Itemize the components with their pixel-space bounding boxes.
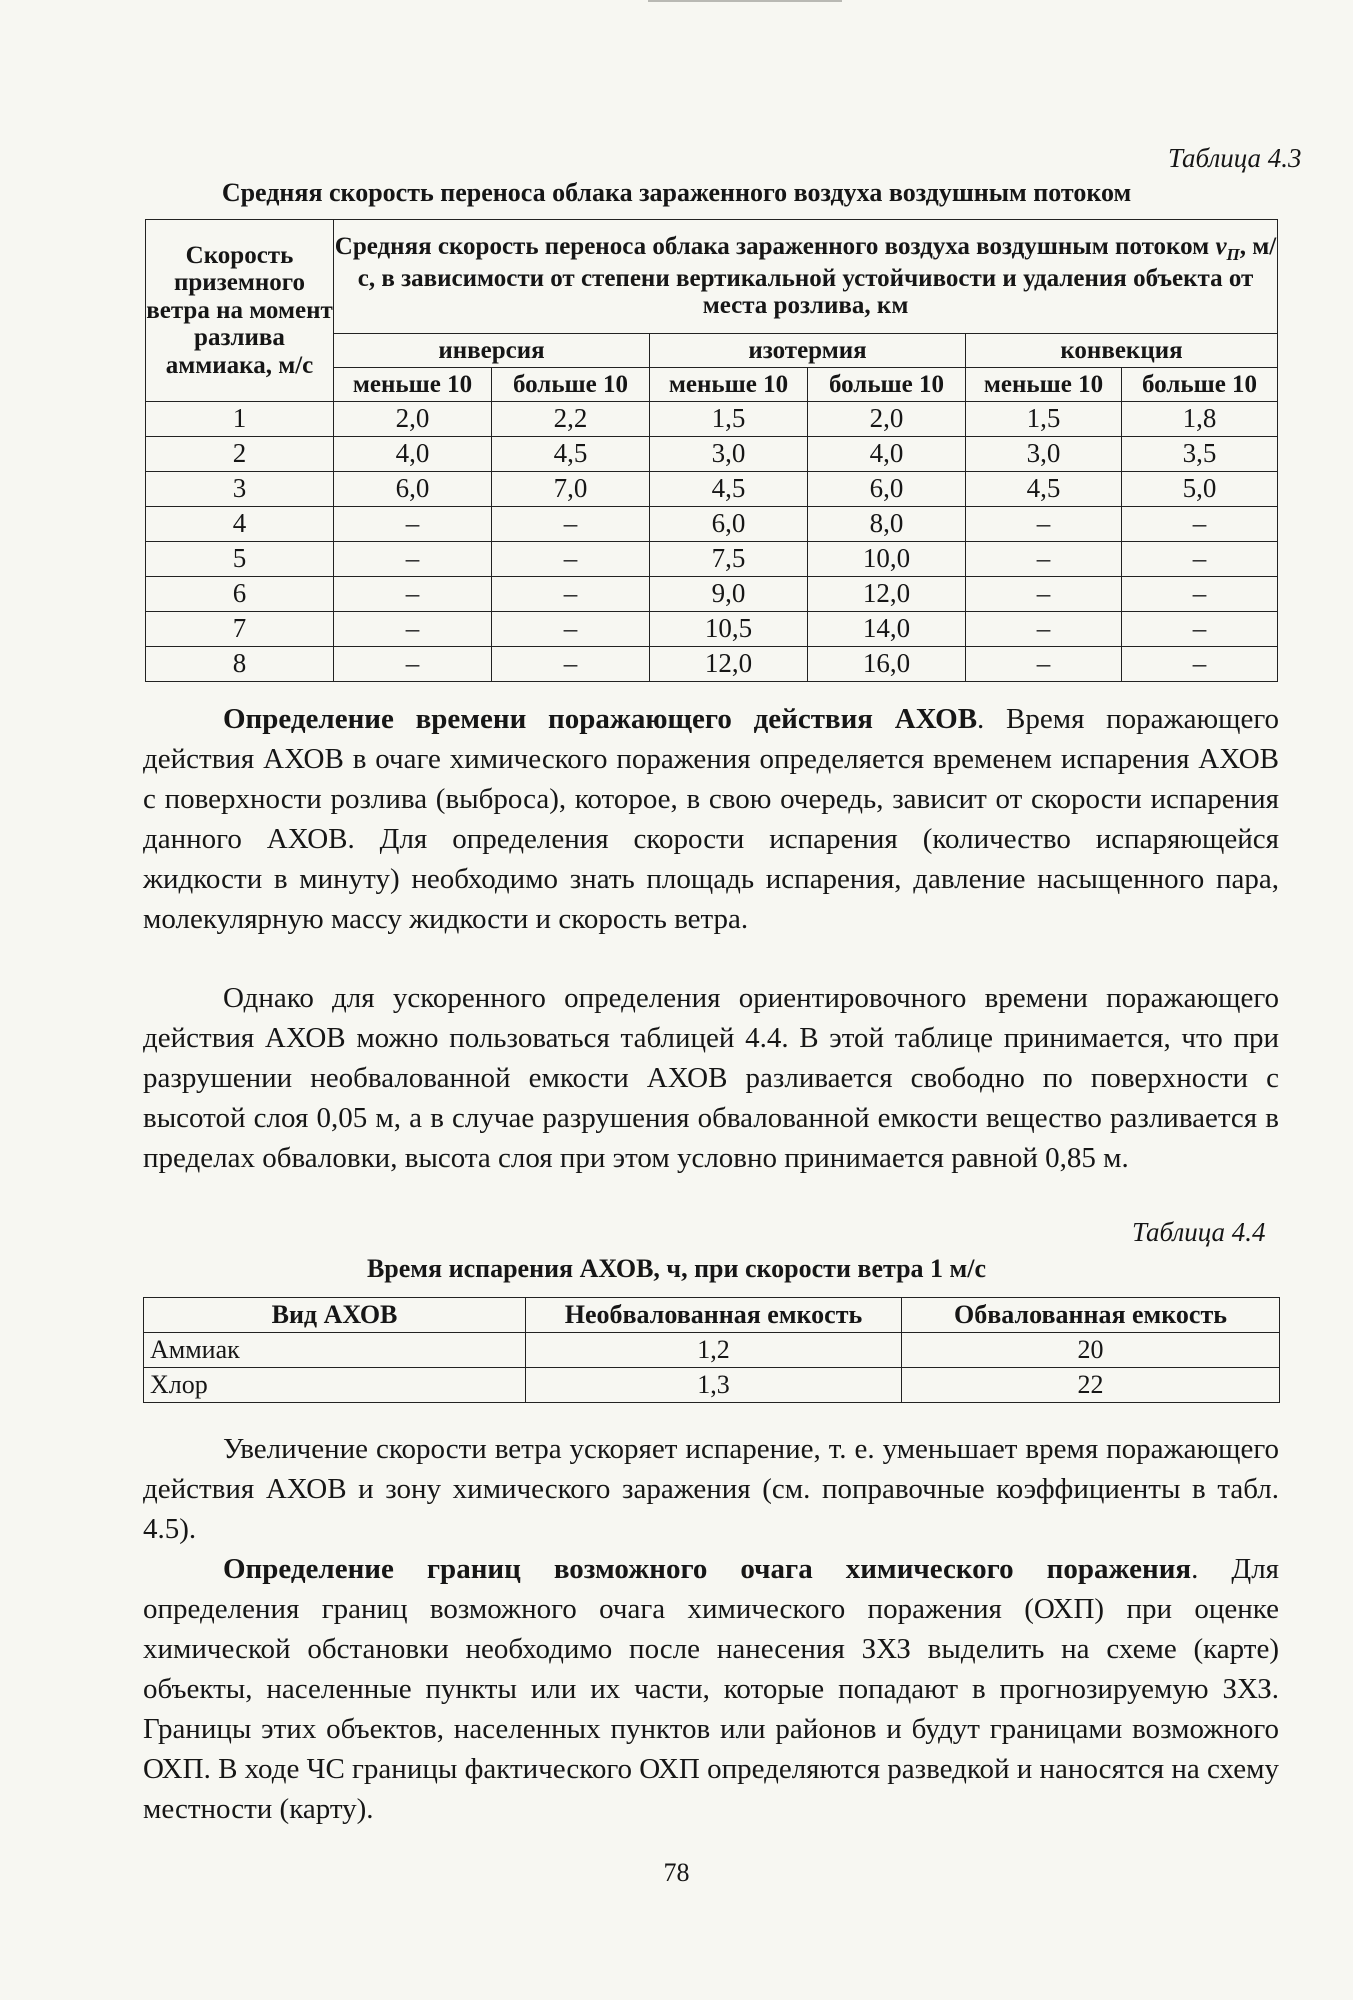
paragraph-table-4-4-intro: Однако для ускоренного определения ориентировочного времени поражающего действия АХОВ можно пользоваться таблицей 4.4. В этой таблице принимается, что при разрушении необвалованной емкости АХОВ разливается свободно по поверхности с высотой слоя 0,05 м, а в случае разрушения обвалованной емкости вещество разливается в пределах обваловки, высота слоя при этом условно принимается равной 0,85 м.	[143, 982, 1279, 1174]
table-cell: 1,8	[1122, 402, 1278, 437]
table-cell: –	[492, 612, 650, 647]
table-cell: 4,0	[808, 437, 966, 472]
table-cell: 10,5	[650, 612, 808, 647]
table-row	[146, 612, 1278, 647]
sub-header: меньше 10	[966, 368, 1122, 402]
table-cell: –	[1122, 507, 1278, 542]
table-cell: –	[334, 612, 492, 647]
table-cell: 4,0	[334, 437, 492, 472]
table-cell: –	[966, 577, 1122, 612]
table-cell: –	[492, 577, 650, 612]
table-cell: Хлор	[144, 1368, 526, 1403]
table-cell: 20	[902, 1333, 1280, 1368]
table-cell: 1,2	[526, 1333, 902, 1368]
table-cell: 3,0	[650, 437, 808, 472]
page-number: 78	[663, 1858, 690, 1887]
table-row	[146, 647, 1278, 682]
table-cell: 1	[146, 402, 334, 437]
table-cell: 12,0	[650, 647, 808, 682]
table-cell: 14,0	[808, 612, 966, 647]
table-cell: –	[1122, 542, 1278, 577]
table-4-3	[145, 219, 1278, 682]
paragraph-heading: Определение времени поражающего действия АХОВ	[223, 703, 978, 735]
table-cell: 3,0	[966, 437, 1122, 472]
table-row	[144, 1368, 1280, 1403]
table-cell: 2,0	[334, 402, 492, 437]
table-row	[146, 507, 1278, 542]
table-cell: –	[492, 507, 650, 542]
table-cell: 7,5	[650, 542, 808, 577]
table-4-4-title: Время испарения АХОВ, ч, при скорости ветра 1 м/с	[366, 1254, 987, 1283]
table-cell: 7,0	[492, 472, 650, 507]
column-header: Вид АХОВ	[144, 1298, 526, 1333]
column-header: Обвалованная емкость	[902, 1298, 1280, 1333]
table-cell: 1,5	[650, 402, 808, 437]
table-row	[146, 437, 1278, 472]
table-cell: 4,5	[966, 472, 1122, 507]
table-cell: 6	[146, 577, 334, 612]
paragraph-heading: Определение границ возможного очага химического поражения	[223, 1553, 1192, 1585]
sub-header: меньше 10	[650, 368, 808, 402]
table-cell: 7	[146, 612, 334, 647]
table-4-3-title: Средняя скорость переноса облака зараженного воздуха воздушным потоком	[221, 178, 1132, 207]
table-4-3-caption: Таблица 4.3	[1168, 143, 1302, 173]
table-cell: 4	[146, 507, 334, 542]
sub-header: меньше 10	[334, 368, 492, 402]
group-header: инверсия	[334, 334, 650, 368]
paragraph-wind-speed: Увеличение скорости ветра ускоряет испарение, т. е. уменьшает время поражающего действия АХОВ и зону химического заражения (см. поправочные коэффициенты в табл. 4.5).	[143, 1433, 1279, 1545]
table-cell: –	[1122, 577, 1278, 612]
table-cell: 22	[902, 1368, 1280, 1403]
table-cell: –	[1122, 612, 1278, 647]
table-row	[144, 1333, 1280, 1368]
table-cell: –	[334, 507, 492, 542]
table-cell: 8	[146, 647, 334, 682]
table-cell: 16,0	[808, 647, 966, 682]
main-header: Средняя скорость переноса облака зараженного воздуха воздушным потоком $v_П$, м/с, в зависимости от степени вертикальной устойчивости и удаления объекта от места розлива, км	[334, 220, 1278, 334]
table-cell: –	[492, 647, 650, 682]
table-cell: 6,0	[808, 472, 966, 507]
table-4-4	[143, 1297, 1280, 1403]
table-cell: 9,0	[650, 577, 808, 612]
table-cell: –	[966, 612, 1122, 647]
paragraph-evaporation-time: Определение времени поражающего действия АХОВ. Время поражающего действия АХОВ в очаге химического поражения определяется временем испарения АХОВ с поверхности розлива (выброса), которое, в свою очередь, зависит от скорости испарения данного АХОВ. Для определения скорости испарения (количество испаряющейся жидкости в минуту) необходимо знать площадь испарения, давление насыщенного пара, молекулярную массу жидкости и скорость ветра.	[143, 703, 1279, 935]
table-cell: –	[492, 542, 650, 577]
table-cell: 2	[146, 437, 334, 472]
table-cell: 4,5	[650, 472, 808, 507]
sub-header: больше 10	[492, 368, 650, 402]
table-cell: –	[334, 542, 492, 577]
table-cell: –	[966, 507, 1122, 542]
table-cell: 4,5	[492, 437, 650, 472]
table-cell: –	[966, 542, 1122, 577]
group-header: изотермия	[650, 334, 966, 368]
first-column-header: Скорость приземного ветра на момент разлива аммиака, м/с	[146, 220, 334, 402]
paragraph-boundaries: Определение границ возможного очага химического поражения. Для определения границ возможного очага химического поражения (ОХП) при оценке химической обстановки необходимо после нанесения ЗХЗ выделить на схеме (карте) объекты, населенные пункты или их части, которые попадают в прогнозируемую ЗХЗ. Границы этих объектов, населенных пунктов или районов и будут границами возможного ОХП. В ходе ЧС границы фактического ОХП определяются разведкой и наносятся на схему местности (карту).	[143, 1553, 1280, 1825]
group-header: конвекция	[966, 334, 1278, 368]
table-row	[146, 542, 1278, 577]
table-cell: 8,0	[808, 507, 966, 542]
table-cell: 1,5	[966, 402, 1122, 437]
table-cell: Аммиак	[144, 1333, 526, 1368]
table-cell: –	[1122, 647, 1278, 682]
table-cell: 3,5	[1122, 437, 1278, 472]
table-cell: 10,0	[808, 542, 966, 577]
column-header: Необвалованная емкость	[526, 1298, 902, 1333]
table-row	[146, 402, 1278, 437]
table-cell: –	[334, 577, 492, 612]
table-cell: 6,0	[334, 472, 492, 507]
sub-header: больше 10	[1122, 368, 1278, 402]
table-cell: 1,3	[526, 1368, 902, 1403]
table-cell: 5,0	[1122, 472, 1278, 507]
scan-edge-line	[648, 0, 842, 2]
table-cell: 3	[146, 472, 334, 507]
sub-header: больше 10	[808, 368, 966, 402]
table-cell: 2,2	[492, 402, 650, 437]
table-row	[146, 577, 1278, 612]
table-cell: 5	[146, 542, 334, 577]
table-cell: –	[966, 647, 1122, 682]
table-cell: 6,0	[650, 507, 808, 542]
table-4-4-caption: Таблица 4.4	[1132, 1217, 1266, 1247]
table-row	[146, 472, 1278, 507]
table-cell: 2,0	[808, 402, 966, 437]
table-cell: 12,0	[808, 577, 966, 612]
table-cell: –	[334, 647, 492, 682]
